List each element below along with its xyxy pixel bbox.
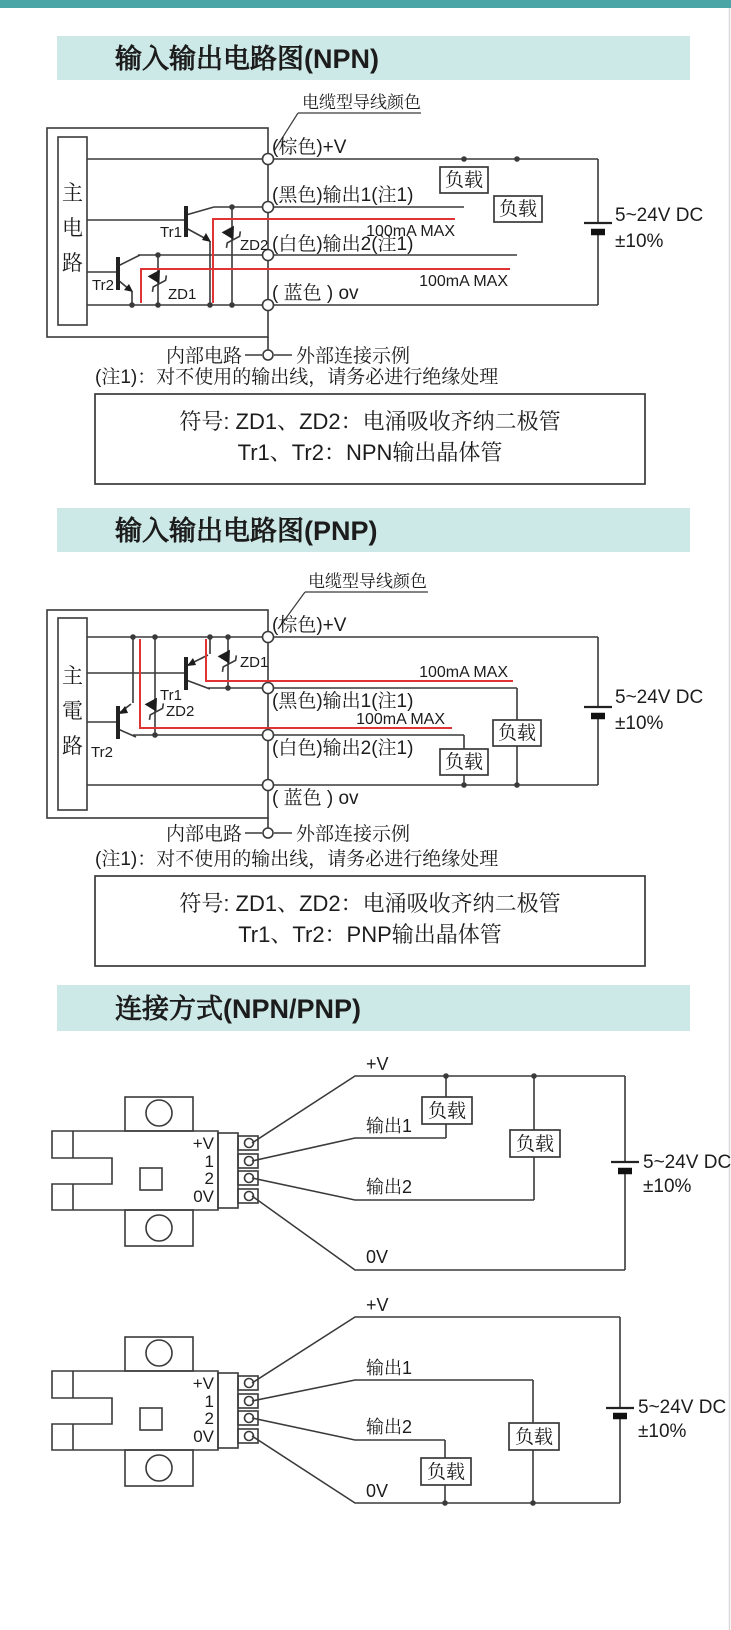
pnp-brown-wire-label: (棕色)+V (272, 615, 347, 636)
npn-supply-voltage: 5~24V DC (615, 205, 704, 226)
connection-section-title: 连接方式(NPN/PNP) (115, 994, 362, 1024)
connection-a-wire-label-out2: 输出2 (366, 1177, 413, 1197)
npn-symbol-line1: 符号: ZD1、ZD2：电涌吸收齐纳二极管 (179, 409, 561, 434)
npn-main-circuit-char-3: 路 (62, 252, 83, 275)
pnp-zd1-label: ZD1 (240, 654, 269, 671)
npn-zd2-label: ZD2 (240, 237, 269, 254)
npn-tr2-label: Tr2 (92, 277, 114, 294)
connection-a-wire-label-out1: 输出1 (366, 1116, 413, 1136)
sensor-drawing-a (52, 1097, 258, 1246)
sensor-b-pin-label-2: 2 (204, 1409, 214, 1428)
pnp-main-circuit-char-3: 路 (62, 735, 83, 758)
sensor-b-connector-block (218, 1373, 238, 1448)
sensor-b-pins (238, 1376, 258, 1443)
connection-a-load2-label: 负载 (515, 1134, 555, 1155)
connection-diagram-pnp (52, 1295, 726, 1506)
npn-load1-label: 负载 (444, 170, 484, 191)
section-npn (47, 36, 703, 484)
pnp-tr1-label: Tr1 (160, 687, 182, 704)
npn-black-wire-label: (黑色)输出1(注1) (272, 185, 414, 206)
pnp-current-max-1: 100mA MAX (419, 664, 508, 681)
sensor-a-bottom-mount-hole (146, 1215, 172, 1241)
connection-b-wire-label-vplus: +V (366, 1295, 389, 1315)
npn-cable-color-label: 电缆型导线颜色 (302, 93, 421, 112)
sensor-a-optical-window (140, 1168, 162, 1190)
connection-b-load1-label: 负载 (514, 1427, 554, 1448)
pnp-supply-voltage: 5~24V DC (615, 687, 704, 708)
connection-a-supply-tolerance: ±10% (643, 1176, 692, 1197)
connection-b-load2-label: 负载 (426, 1462, 466, 1483)
pnp-zd2-label: ZD2 (166, 703, 195, 720)
npn-main-circuit-char-1: 主 (62, 182, 83, 205)
pnp-white-wire-label: (白色)输出2(注1) (272, 738, 414, 759)
sensor-a-pin-label-0v: 0V (193, 1187, 214, 1206)
connection-a-supply-voltage: 5~24V DC (643, 1152, 731, 1173)
pnp-cable-color-label: 电缆型导线颜色 (308, 572, 427, 591)
connection-diagram-npn (52, 1054, 731, 1270)
sensor-b-pin-label-vplus: +V (192, 1374, 214, 1393)
npn-zd1-label: ZD1 (168, 286, 197, 303)
section-connection (52, 985, 731, 1506)
pnp-load1-label: 负载 (497, 723, 537, 744)
section-pnp (47, 508, 703, 966)
sensor-drawing-b (52, 1337, 258, 1486)
connection-b-wire-label-out2: 输出2 (366, 1417, 413, 1437)
npn-main-circuit-char-2: 电 (62, 217, 83, 240)
sensor-a-connector-block (218, 1133, 238, 1208)
sensor-a-pin-label-vplus: +V (192, 1134, 214, 1153)
connection-b-wire-label-0v: 0V (366, 1481, 389, 1501)
npn-symbol-line2: Tr1、Tr2：NPN输出晶体管 (237, 440, 503, 465)
pnp-note1: (注1)：对不使用的输出线，请务必进行绝缘处理 (95, 849, 499, 870)
sensor-b-optical-window (140, 1408, 162, 1430)
pnp-blue-wire-label: ( 蓝色 ) ov (272, 788, 359, 809)
pnp-supply-tolerance: ±10% (615, 713, 664, 734)
top-strip (0, 0, 731, 8)
connection-b-supply-voltage: 5~24V DC (638, 1397, 727, 1418)
connection-b-supply-tolerance: ±10% (638, 1421, 687, 1442)
pnp-main-circuit-char-2: 電 (62, 700, 83, 723)
sensor-b-pin-label-1: 1 (204, 1392, 214, 1411)
npn-internal-circuit-label: 内部电路 (165, 346, 242, 367)
sensor-b-bottom-mount-hole (146, 1455, 172, 1481)
pnp-current-max-2: 100mA MAX (356, 711, 445, 728)
pnp-external-connection-label: 外部连接示例 (296, 824, 411, 845)
sensor-a-pin-label-2: 2 (204, 1169, 214, 1188)
sensor-b-top-mount-hole (146, 1340, 172, 1366)
npn-section-title: 输入输出电路图(NPN) (115, 44, 379, 74)
pnp-section-title: 输入输出电路图(PNP) (115, 516, 378, 546)
npn-supply-tolerance: ±10% (615, 231, 664, 252)
npn-current-max-2: 100mA MAX (419, 273, 508, 290)
npn-brown-wire-label: (棕色)+V (272, 137, 347, 158)
pnp-symbol-line1: 符号: ZD1、ZD2：电涌吸收齐纳二极管 (179, 891, 561, 916)
pnp-main-circuit-char-1: 主 (62, 665, 83, 688)
pnp-load2-label: 负载 (444, 752, 484, 773)
sensor-a-pin-label-1: 1 (204, 1152, 214, 1171)
sensor-b-pin-label-0v: 0V (193, 1427, 214, 1446)
sensor-a-top-mount-hole (146, 1100, 172, 1126)
connection-a-load1-label: 负载 (427, 1101, 467, 1122)
pnp-tr2-label: Tr2 (91, 744, 113, 761)
npn-load2-label: 负载 (498, 199, 538, 220)
npn-note1: (注1)：对不使用的输出线，请务必进行绝缘处理 (95, 367, 499, 388)
npn-blue-wire-label: ( 蓝色 ) ov (272, 283, 359, 304)
connection-a-wire-label-vplus: +V (366, 1054, 389, 1074)
npn-tr1-label: Tr1 (160, 224, 182, 241)
npn-symbol-box (95, 394, 645, 484)
pnp-symbol-box (95, 876, 645, 966)
sensor-a-pins (238, 1136, 258, 1203)
npn-white-wire-label: (白色)输出2(注1) (272, 234, 414, 255)
pnp-internal-circuit-label: 内部电路 (165, 824, 242, 845)
npn-current-max-1: 100mA MAX (366, 223, 455, 240)
pnp-black-wire-label: (黑色)输出1(注1) (272, 691, 414, 712)
connection-a-wire-label-0v: 0V (366, 1247, 389, 1267)
npn-external-connection-label: 外部连接示例 (296, 346, 411, 367)
pnp-symbol-line2: Tr1、Tr2：PNP输出晶体管 (238, 922, 502, 947)
connection-b-wire-label-out1: 输出1 (366, 1358, 413, 1378)
pnp-tr1-emitter-arrow (187, 658, 196, 666)
